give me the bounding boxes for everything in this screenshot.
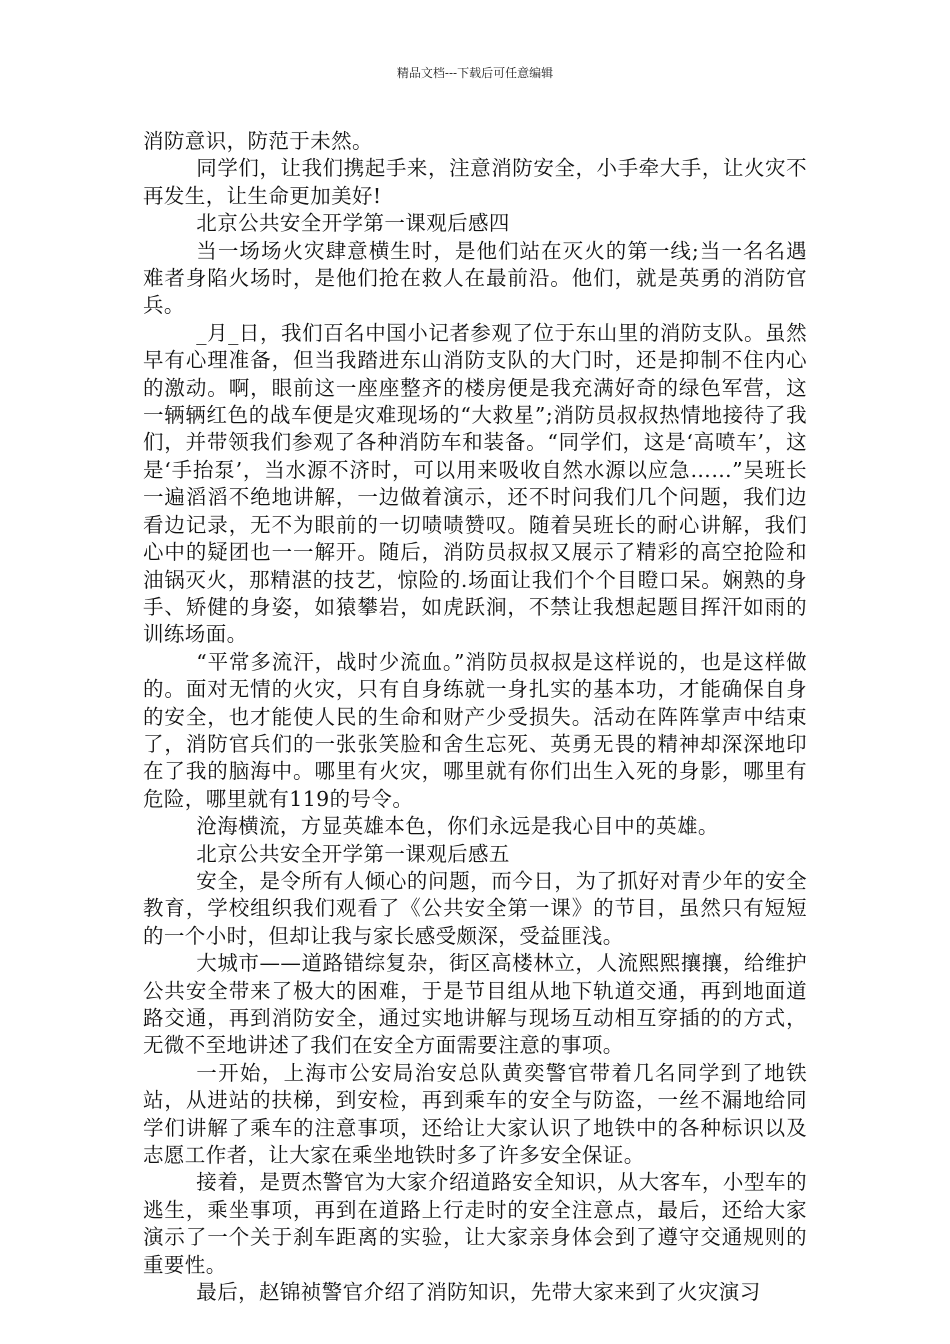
document-body bbox=[143, 128, 807, 1306]
section-heading: 北京公共安全开学第一课观后感四 bbox=[196, 211, 510, 236]
paragraph: “平常多流汗，战时少流血。”消防员叔叔是这样说的，也是这样做的。面对无情的火灾，只有自身练就一身扎实的基本功，才能确保自身的安全，也才能使人民的生命和财产少受损失。活动在阵阵掌声中结束了，消防官兵们的一张张笑脸和舍生忘死、英勇无畏的精神却深深地印在了我的脑海中。哪里有火灾，哪里就有你们出生入死的身影，哪里有危险，哪里就有119的号令。 bbox=[143, 649, 807, 811]
page-header: 精品文档---下载后可任意编辑 bbox=[396, 66, 554, 80]
paragraph: 安全，是令所有人倾心的问题，而今日，为了抓好对青少年的安全教育，学校组织我们观看了《公共安全第一课》的节目，虽然只有短短的一个小时，但却让我与家长感受颇深，受益匪浅。 bbox=[143, 868, 807, 948]
paragraph: 沧海横流，方显英雄本色，你们永远是我心目中的英雄。 bbox=[196, 814, 719, 839]
section-heading: 北京公共安全开学第一课观后感五 bbox=[196, 841, 510, 866]
paragraph: _月_日，我们百名中国小记者参观了位于东山里的消防支队。虽然早有心理准备，但当我踏进东山消防支队的大门时，还是抑制不住内心的激动。啊，眼前这一座座整齐的楼房便是我充满好奇的绿色军营，这一辆辆红色的战车便是灾难现场的“大救星”;消防员叔叔热情地接待了我们，并带领我们参观了各种消防车和装备。“同学们，这是‘高喷车’，这是‘手抬泵’，当水源不济时，可以用来吸收自然水源以应急……”吴班长一遍滔滔不绝地讲解，一边做着演示，还不时问我们几个问题，我们边看边记录，无不为眼前的一切啧啧赞叹。随着吴班长的耐心讲解，我们心中的疑团也一一解开。随后，消防员叔叔又展示了精彩的高空抢险和油锅灭火，那精湛的技艺，惊险的.场面让我们个个目瞪口呆。娴熟的身手、矫健的身姿，如猿攀岩，如虎跃涧，不禁让我想起题目挥汗如雨的训练场面。 bbox=[143, 320, 807, 647]
paragraph: 大城市——道路错综复杂，街区高楼林立，人流熙熙攘攘，给维护公共安全带来了极大的困难，于是节目组从地下轨道交通，再到地面道路交通，再到消防安全，通过实地讲解与现场互动相互穿插的的方式，无微不至地讲述了我们在安全方面需要注意的事项。 bbox=[143, 951, 807, 1058]
paragraph: 一开始，上海市公安局治安总队黄奕警官带着几名同学到了地铁站，从进站的扶梯，到安检，再到乘车的安全与防盗，一丝不漏地给同学们讲解了乘车的注意事项，还给让大家认识了地铁中的各种标识以及志愿工作者，让大家在乘坐地铁时多了许多安全保证。 bbox=[143, 1060, 807, 1168]
paragraph: 接着，是贾杰警官为大家介绍道路安全知识，从大客车，小型车的逃生，乘坐事项，再到在道路上行走时的安全注意点，最后，还给大家演示了一个关于刹车距离的实验，让大家亲身体会到了遵守交通规则的重要性。 bbox=[143, 1170, 807, 1277]
paragraph: 最后，赵锦祯警官介绍了消防知识，先带大家来到了火灾演习 bbox=[196, 1280, 761, 1305]
paragraph: 当一场场火灾肆意横生时，是他们站在灭火的第一线;当一名名遇难者身陷火场时，是他们抢在救人在最前沿。他们，就是英勇的消防官兵。 bbox=[143, 238, 807, 318]
paragraph: 同学们，让我们携起手来，注意消防安全，小手牵大手，让火灾不再发生，让生命更加美好! bbox=[143, 156, 807, 208]
paragraph: 消防意识，防范于未然。 bbox=[143, 129, 373, 153]
